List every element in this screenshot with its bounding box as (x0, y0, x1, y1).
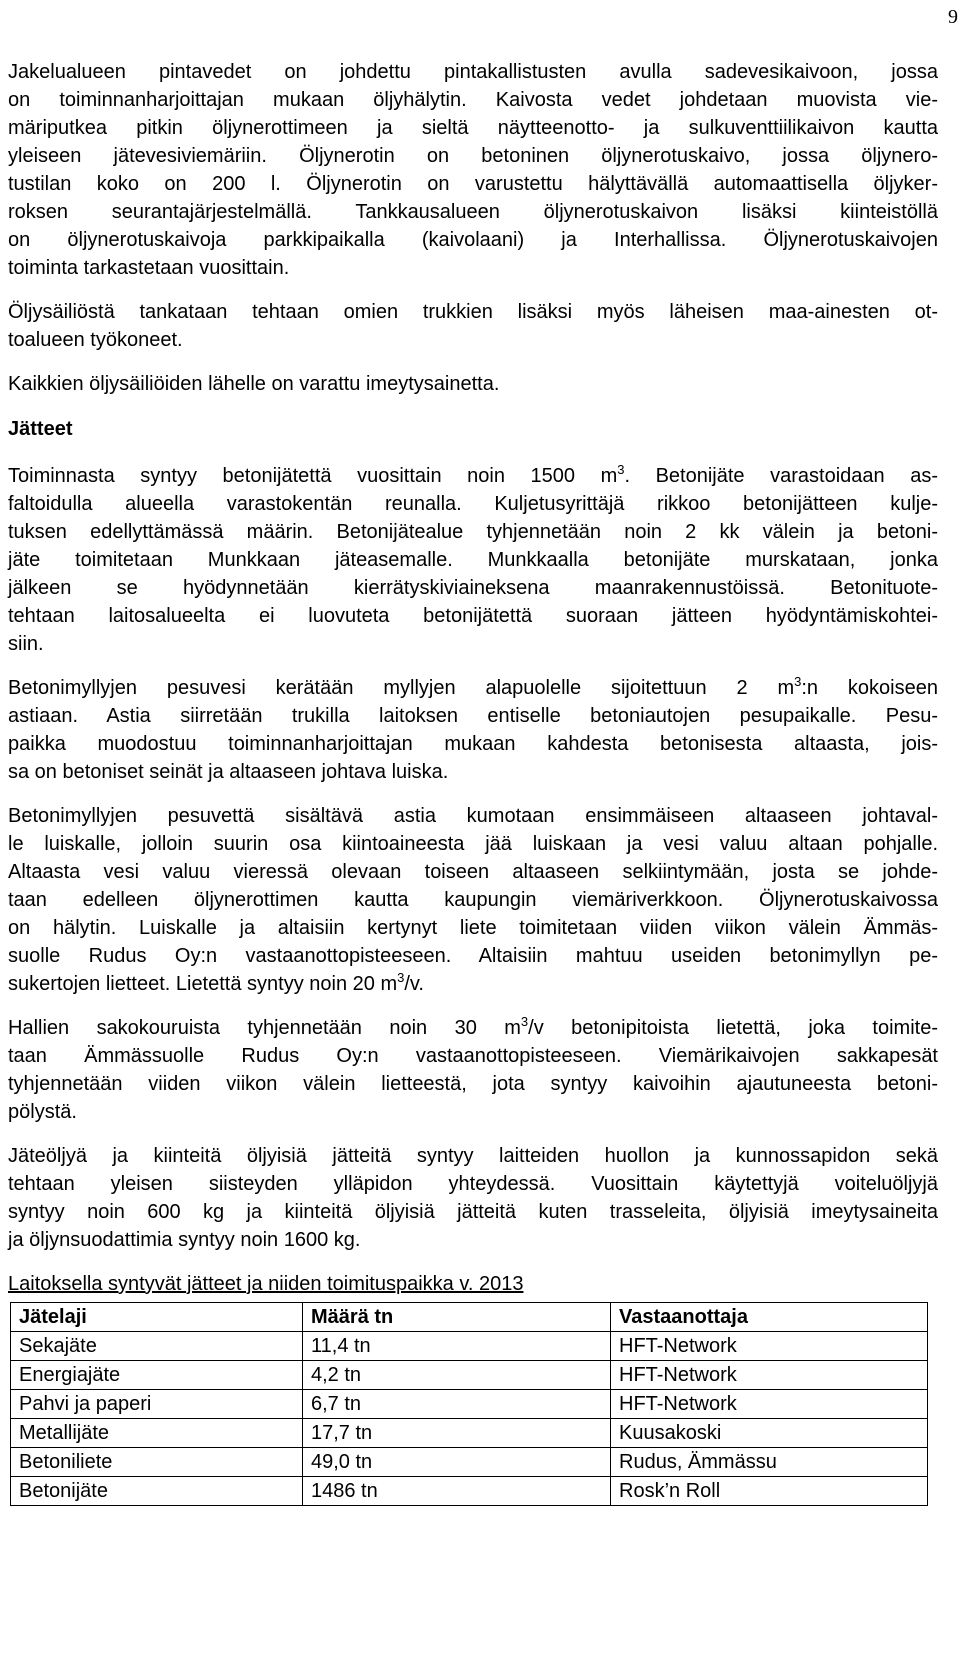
text-line (8, 1014, 938, 1042)
section-heading: Jätteet (8, 418, 73, 440)
table-cell: Betonijäte (11, 1477, 303, 1506)
paragraph-wash-water (8, 674, 938, 786)
superscript: 3 (617, 462, 625, 477)
text-line: le luiskalle, jolloin suurin osa kiintoaineesta jää luiskaan ja vesi valuu altaan pohjalle. (8, 833, 938, 855)
paragraph-sludge (8, 1014, 938, 1126)
text-line: paikka muodostuu toiminnanharjoittajan mukaan kahdesta betonisesta altaasta, jois- (8, 733, 938, 755)
table-header-row (11, 1303, 928, 1332)
text-line: tehtaan yleisen siisteyden ylläpidon yhteydessä. Vuosittain käytettyjä voiteluöljyjä (8, 1173, 938, 1195)
superscript: 3 (520, 1014, 529, 1029)
text-line: on hälytin. Luiskalle ja altaisiin kertynyt liete toimitetaan viiden viikon välein Ämmäs- (8, 917, 938, 939)
table-cell: Metallijäte (11, 1419, 303, 1448)
text-line: tyhjennetään viiden viikon välein lietteestä, jota syntyy kaivoihin ajautuneesta betoni- (8, 1073, 938, 1095)
table-cell: Rudus, Ämmässu (611, 1448, 928, 1477)
table-cell: Betoniliete (11, 1448, 303, 1477)
text-line: tustilan koko on 200 l. Öljynerotin on varustettu hälyttävällä automaattisella öljyker- (8, 173, 938, 195)
table-row (11, 1477, 928, 1506)
table-cell: 49,0 tn (303, 1448, 611, 1477)
text-line: Altaasta vesi valuu vieressä olevaan toiseen altaaseen selkiintymään, josta se johde- (8, 861, 938, 883)
paragraph-drainage (8, 58, 938, 282)
text-segment: Hallien sakokouruista tyhjennetään noin 30 m (8, 1017, 521, 1039)
table-row (11, 1332, 928, 1361)
text-line: Öljysäiliöstä tankataan tehtaan omien trukkien lisäksi myös läheisen maa-ainesten ot- (8, 301, 938, 323)
text-line: Jakelualueen pintavedet on johdettu pintakallistusten avulla sadevesikaivoon, jossa (8, 61, 938, 83)
text-line: jälkeen se hyödynnetään kierrätyskiviaineksena maanrakennustöissä. Betonituote- (8, 577, 938, 599)
text-line: faltoidulla alueella varastokentän reunalla. Kuljetusyrittäjä rikkoo betonijätteen kulje- (8, 493, 938, 515)
text-line: pölystä. (8, 1101, 77, 1123)
text-segment: . Betonijäte varastoidaan as- (624, 465, 938, 487)
text-line (8, 462, 938, 490)
paragraph-oil-tank (8, 298, 938, 354)
paragraph-absorbent (8, 370, 938, 398)
text-line: roksen seurantajärjestelmällä. Tankkausalueen öljynerotuskaivon lisäksi kiinteistöllä (8, 201, 938, 223)
table-row (11, 1361, 928, 1390)
text-line (8, 970, 938, 998)
table-row (11, 1448, 928, 1477)
waste-table (10, 1302, 928, 1506)
text-segment: :n kokoiseen (801, 677, 938, 699)
text-line: siin. (8, 633, 44, 655)
text-line: astiaan. Astia siirretään trukilla laitoksen entiselle betoniautojen pesupaikalle. Pesu- (8, 705, 938, 727)
text-line: ja öljynsuodattimia syntyy noin 1600 kg. (8, 1229, 361, 1251)
table-cell: 4,2 tn (303, 1361, 611, 1390)
caption-text: Laitoksella syntyvät jätteet ja niiden toimituspaikka v. 2013 (8, 1273, 524, 1295)
document-body (8, 58, 938, 1506)
paragraph-basins (8, 802, 938, 998)
superscript: 3 (794, 674, 802, 689)
text-segment: sukertojen lietteet. Lietettä syntyy noin 20 m (8, 973, 398, 995)
table-row (11, 1390, 928, 1419)
table-row (11, 1419, 928, 1448)
text-line: tuksen edellyttämässä määrin. Betonijätealue tyhjennetään noin 2 kk välein ja betoni- (8, 521, 938, 543)
text-line: on öljynerotuskaivoja parkkipaikalla (kaivolaani) ja Interhallissa. Öljynerotuskaivojen (8, 229, 938, 251)
page-number: 9 (948, 6, 958, 28)
text-segment: /v. (404, 973, 424, 995)
table-cell: Energiajäte (11, 1361, 303, 1390)
text-line: tehtaan laitosalueelta ei luovuteta betonijätettä suoraan jätteen hyödyntämiskohtei- (8, 605, 938, 627)
text-line: toalueen työkoneet. (8, 329, 183, 351)
text-line: taan edelleen öljynerottimen kautta kaupungin viemäriverkkoon. Öljynerotuskaivossa (8, 889, 938, 911)
text-line: toiminta tarkastetaan vuosittain. (8, 257, 290, 279)
text-line: jäte toimitetaan Munkkaan jäteasemalle. Munkkaalla betonijäte murskataan, jonka (8, 549, 938, 571)
text-line: suolle Rudus Oy:n vastaanottopisteeseen. Altaisiin mahtuu useiden betonimyllyn pe- (8, 945, 938, 967)
table-cell: 6,7 tn (303, 1390, 611, 1419)
paragraph-concrete-waste (8, 462, 938, 658)
column-header: Määrä tn (303, 1303, 611, 1332)
paragraph-waste-oil (8, 1142, 938, 1254)
text-line: Kaikkien öljysäiliöiden lähelle on varattu imeytysainetta. (8, 373, 500, 395)
text-line: Jäteöljyä ja kiinteitä öljyisiä jätteitä syntyy laitteiden huollon ja kunnossapidon sekä (8, 1145, 938, 1167)
text-line: taan Ämmässuolle Rudus Oy:n vastaanottopisteeseen. Viemärikaivojen sakkapesät (8, 1045, 938, 1067)
superscript: 3 (397, 970, 405, 985)
table-cell: Rosk’n Roll (611, 1477, 928, 1506)
table-cell: 11,4 tn (303, 1332, 611, 1361)
table-cell: HFT-Network (611, 1361, 928, 1390)
table-cell: HFT-Network (611, 1390, 928, 1419)
column-header: Jätelaji (11, 1303, 303, 1332)
text-segment: /v betonipitoista lietettä, joka toimite- (528, 1017, 938, 1039)
table-cell: HFT-Network (611, 1332, 928, 1361)
text-segment: Toiminnasta syntyy betonijätettä vuosittain noin 1500 m (8, 465, 618, 487)
table-cell: 1486 tn (303, 1477, 611, 1506)
text-line: on toiminnanharjoittajan mukaan öljyhälytin. Kaivosta vedet johdetaan muovista vie- (8, 89, 938, 111)
text-segment: Betonimyllyjen pesuvesi kerätään myllyjen alapuolelle sijoitettuun 2 m (8, 677, 795, 699)
text-line: sa on betoniset seinät ja altaaseen johtava luiska. (8, 761, 449, 783)
table-cell: Pahvi ja paperi (11, 1390, 303, 1419)
table-cell: Sekajäte (11, 1332, 303, 1361)
text-line: syntyy noin 600 kg ja kiinteitä öljyisiä jätteitä kuten trasseleita, öljyisiä imeytysaineita (8, 1201, 938, 1223)
column-header: Vastaanottaja (611, 1303, 928, 1332)
text-line (8, 674, 938, 702)
table-caption (8, 1270, 938, 1298)
text-line: Betonimyllyjen pesuvettä sisältävä astia kumotaan ensimmäiseen altaaseen johtaval- (8, 805, 938, 827)
text-line: märiputkea pitkin öljynerottimeen ja sieltä näytteenotto- ja sulkuventtiilikaivon kautta (8, 117, 938, 139)
table-cell: Kuusakoski (611, 1419, 928, 1448)
table-cell: 17,7 tn (303, 1419, 611, 1448)
text-line: yleiseen jätevesiviemäriin. Öljynerotin on betoninen öljynerotuskaivo, jossa öljynero- (8, 145, 938, 167)
